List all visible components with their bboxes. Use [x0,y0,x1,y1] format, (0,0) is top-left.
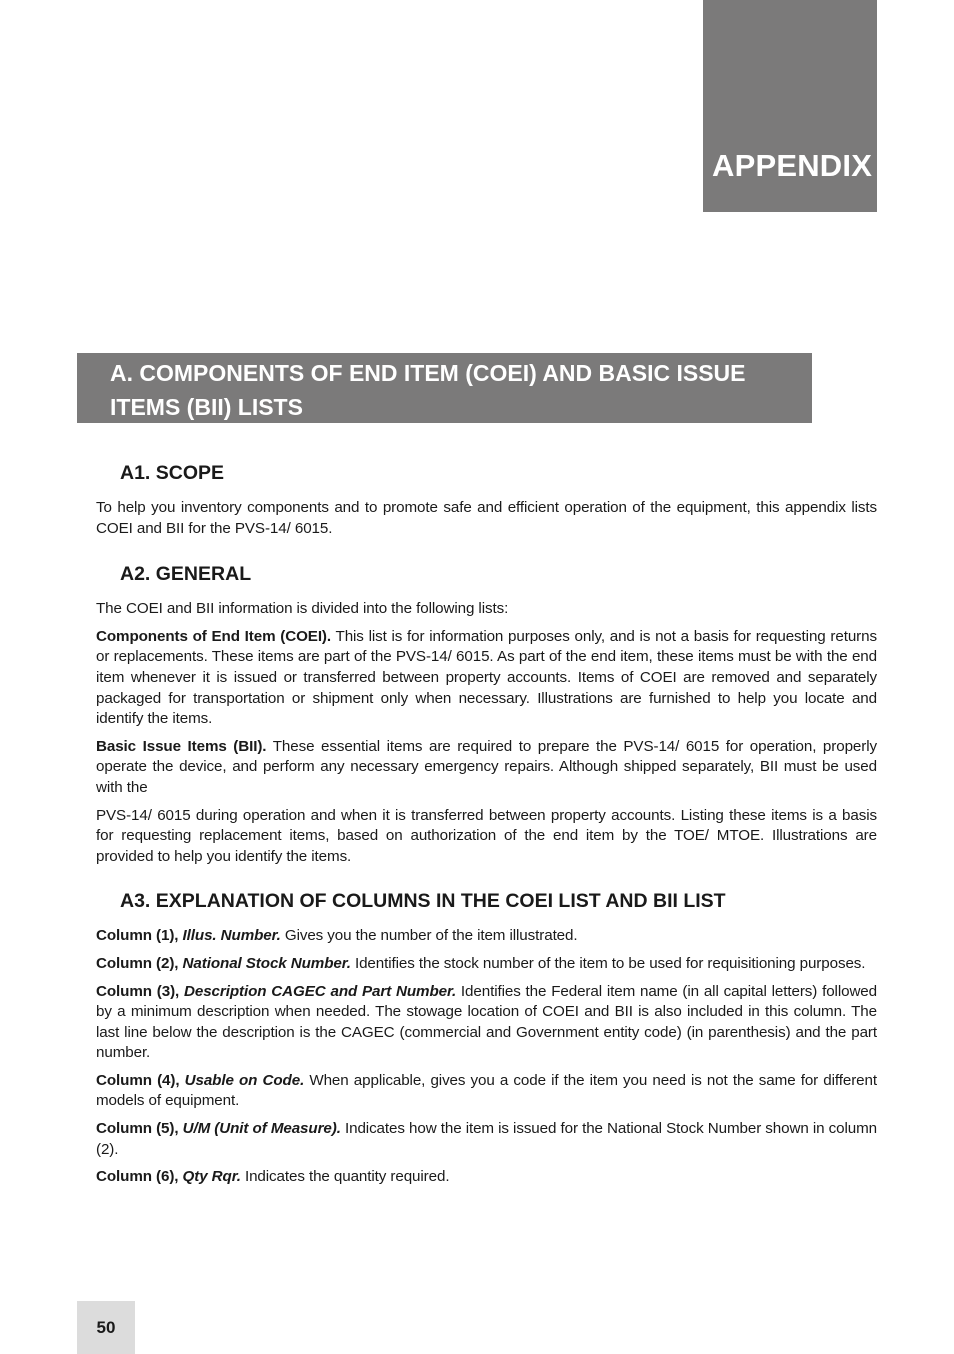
column-text: Identifies the stock number of the item to be used for requisitioning purposes. [350,954,866,972]
column-label: Column (6), [96,1168,183,1186]
page-content [96,458,877,1195]
section-banner [77,353,812,423]
column-name: National Stock Number. [182,954,351,972]
column-1-paragraph [96,926,877,947]
bii-paragraph [96,737,877,799]
column-label: Column (1), [96,927,183,945]
column-name: Usable on Code. [184,1071,305,1089]
column-text: When applicable, gives you a code if the item you need is not the same for different models of equipment. [96,1071,877,1110]
column-label: Column (2), [96,954,183,972]
a2-intro: The COEI and BII information is divided into the following lists: [96,600,509,618]
bii-continuation: PVS-14/ 6015 during operation and when it is transferred between property accounts. Listing these items is a basis for requesting replacement items, based on authorization of the end item by the TOE/ MTOE. Illustrations are provided to help you identify the items. [96,806,877,865]
column-label: Column (4), [96,1071,185,1089]
column-text: Indicates the quantity required. [240,1168,450,1186]
coei-label: Components of End Item (COEI). [96,627,332,645]
bii-text: These essential items are required to prepare the PVS-14/ 6015 for operation, properly operate the device, and perform any necessary emergency repairs. Although shipped separately, BII must be used with the [96,737,877,796]
column-text: Indicates how the item is issued for the National Stock Number shown in column (2). [96,1120,877,1158]
a2-heading: A2. GENERAL [120,563,252,586]
a1-text: To help you inventory components and to promote safe and efficient operation of the equipment, this appendix lists COEI and BII for the PVS-14/ 6015. [96,499,877,537]
column-label: Column (3), [96,982,184,1000]
a1-heading: A1. SCOPE [120,462,225,484]
column-text: Gives you the number of the item illustrated. [280,927,578,945]
page-number: 50 [77,1301,135,1354]
column-name: Illus. Number. [182,927,281,945]
column-6-paragraph [96,1167,877,1188]
coei-text: This list is for information purposes only, and is not a basis for requesting returns or replacements. These items are part of the PVS-14/ 6015. As part of the end item, these items must be with the end item whenever it is issued or transferred between property accounts. Items of COEI are removed and separately packaged for transportation or shipment only when necessary. Illustrations are furnished to help you locate and identify the items. [96,627,877,728]
column-text: Identifies the Federal item name (in all capital letters) followed by a minimum description when needed. The stowage location of COEI and BII is also included in this column. The last line below the description is the CAGEC (commercial and Government entity code) (in parenthesis) and the part number. [96,982,878,1062]
column-5-paragraph [96,1119,877,1160]
column-name: Description CAGEC and Part Number. [184,982,457,1000]
coei-paragraph [96,627,877,730]
section-title: A. COMPONENTS OF END ITEM (COEI) AND BASIC ISSUE ITEMS (BII) LISTS [110,360,746,420]
appendix-title: APPENDIX [712,148,873,183]
column-2-paragraph [96,954,877,975]
column-name: Qty Rqr. [182,1168,241,1186]
column-name: U/M (Unit of Measure). [182,1120,341,1138]
column-3-paragraph [96,982,877,1064]
appendix-tab [703,0,877,212]
a3-heading: A3. EXPLANATION OF COLUMNS IN THE COEI LIST AND BII LIST [120,890,726,913]
bii-label: Basic Issue Items (BII). [96,737,267,755]
column-label: Column (5), [96,1120,183,1138]
column-4-paragraph [96,1071,877,1112]
